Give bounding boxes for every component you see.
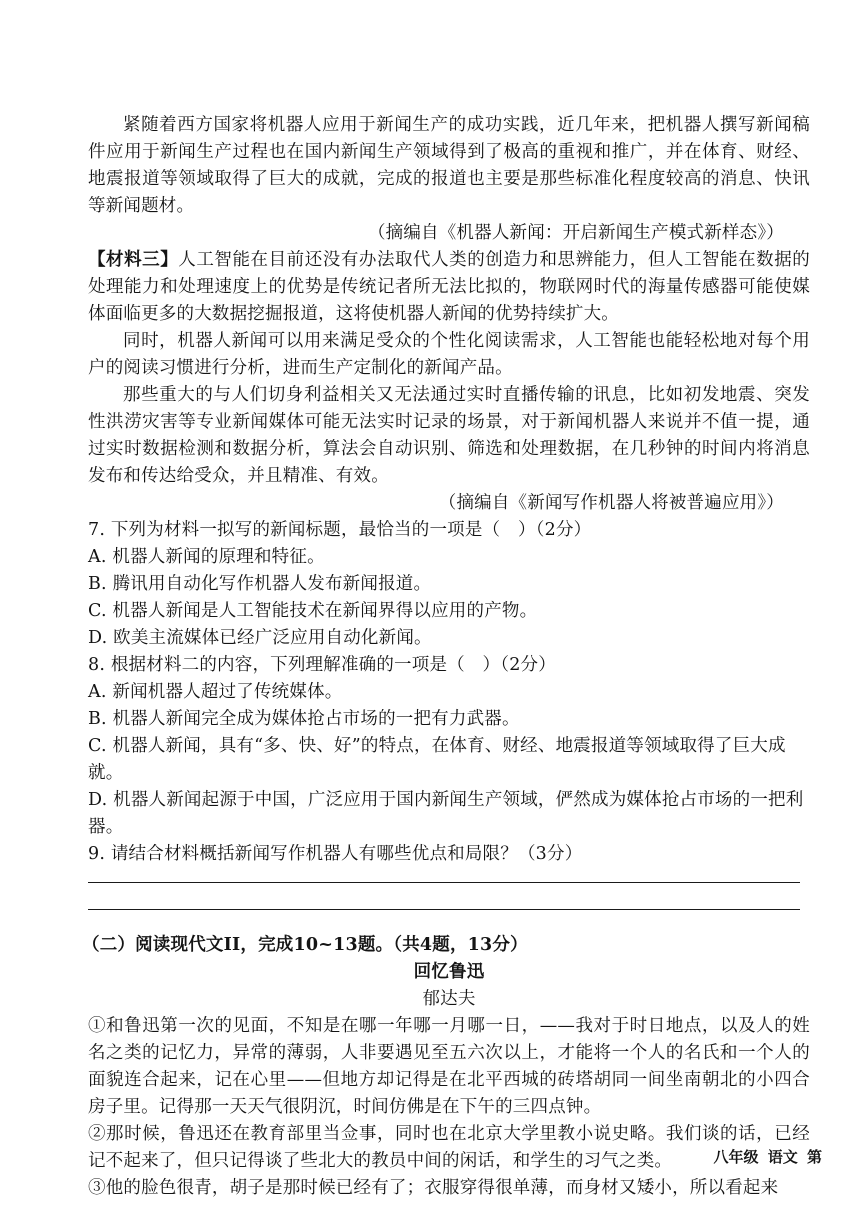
- question-8-option-c[interactable]: C. 机器人新闻，具有“多、快、好”的特点，在体育、财经、地震报道等领域取得了巨大成就。: [88, 736, 786, 783]
- answer-line-1[interactable]: [88, 882, 800, 883]
- article-paragraph-3: ③他的脸色很青，胡子是那时候已经有了；衣服穿得很单薄，而身材又矮小，所以看起来: [88, 1178, 779, 1198]
- material3-source: （摘编自《新闻写作机器人将被普遍应用》）: [438, 493, 784, 513]
- question-8-option-b[interactable]: B. 机器人新闻完全成为媒体抢占市场的一把有力武器。: [88, 709, 520, 729]
- section-2-heading: （二）阅读现代文II，完成10~13题。（共4题，13分）: [82, 935, 528, 955]
- article-author: 郁达夫: [422, 989, 476, 1009]
- answer-line-2[interactable]: [88, 909, 800, 910]
- material3-paragraph-1: 【材料三】人工智能在目前还没有办法取代人类的创造力和思辨能力，但人工智能在数据的处理能力和处理速度上的优势是传统记者所无法比拟的，物联网时代的海量传感器可能使媒体面临更多的大数据挖掘报道，这将使机器人新闻的优势持续扩大。: [88, 250, 810, 324]
- question-7-stem: 7. 下列为材料一拟写的新闻标题，最恰当的一项是（ ）（2分）: [88, 520, 592, 540]
- exam-content: [82, 112, 810, 1202]
- question-7-option-b[interactable]: B. 腾讯用自动化写作机器人发布新闻报道。: [88, 574, 432, 594]
- article-paragraph-2: ②那时候，鲁迅还在教育部里当佥事，同时也在北京大学里教小说史略。我们谈的话，已经记不起来了，但只记得谈了些北大的教员中间的闲话，和学生的习气之类。: [88, 1124, 810, 1171]
- material3-paragraph-2: 同时，机器人新闻可以用来满足受众的个性化阅读需求，人工智能也能轻松地对每个用户的阅读习惯进行分析，进而生产定制化的新闻产品。: [88, 331, 810, 378]
- article-title: 回忆鲁迅: [413, 962, 485, 982]
- material3-tag: 【材料三】: [88, 250, 179, 270]
- article-paragraph-1: ①和鲁迅第一次的见面，不知是在哪一年哪一月哪一日，——我对于时日地点，以及人的姓名之类的记忆力，异常的薄弱，人非要遇见至五六次以上，才能将一个人的名氏和一个人的面貌连合起来，记在心里——但地方却记得是在北平西城的砖塔胡同一间坐南朝北的小四合房子里。记得那一天天气很阴沉，时间仿佛是在下午的三四点钟。: [88, 1016, 810, 1117]
- question-7-option-d[interactable]: D. 欧美主流媒体已经广泛应用自动化新闻。: [88, 628, 432, 648]
- material2-source: （摘编自《机器人新闻：开启新闻生产模式新样态》）: [367, 223, 784, 243]
- material3-paragraph-3: 那些重大的与人们切身利益相关又无法通过实时直播传输的讯息，比如初发地震、突发性洪涝灾害等专业新闻媒体可能无法实时记录的场景，对于新闻机器人来说并不值一提，通过实时数据检测和数据分析，算法会自动识别、筛选和处理数据，在几秒钟的时间内将消息发布和传达给受众，并且精准、有效。 （摘编自《新闻写作机器人将被普遍应用》）: [88, 382, 810, 517]
- question-9-stem: 9. 请结合材料概括新闻写作机器人有哪些优点和局限？（3分）: [88, 844, 583, 864]
- page-footer: 八年级 语文 第: [713, 1148, 822, 1166]
- question-8-option-d[interactable]: D. 机器人新闻起源于中国，广泛应用于国内新闻生产领域，俨然成为媒体抢占市场的一把利器。: [88, 790, 804, 837]
- question-8-stem: 8. 根据材料二的内容，下列理解准确的一项是（ ）（2分）: [88, 655, 556, 675]
- question-8-option-a[interactable]: A. 新闻机器人超过了传统媒体。: [88, 682, 343, 702]
- material2-paragraph: 紧随着西方国家将机器人应用于新闻生产的成功实践，近几年来，把机器人撰写新闻稿件应用于新闻生产过程也在国内新闻生产领域得到了极高的重视和推广，并在体育、财经、地震报道等领域取得了巨大的成就，完成的报道也主要是那些标准化程度较高的消息、快讯等新闻题材。 （摘编自《机器人新闻：开启新闻生产模式新样态》）: [88, 112, 810, 247]
- question-7-option-a[interactable]: A. 机器人新闻的原理和特征。: [88, 547, 325, 567]
- question-7-option-c[interactable]: C. 机器人新闻是人工智能技术在新闻界得以应用的产物。: [88, 601, 538, 621]
